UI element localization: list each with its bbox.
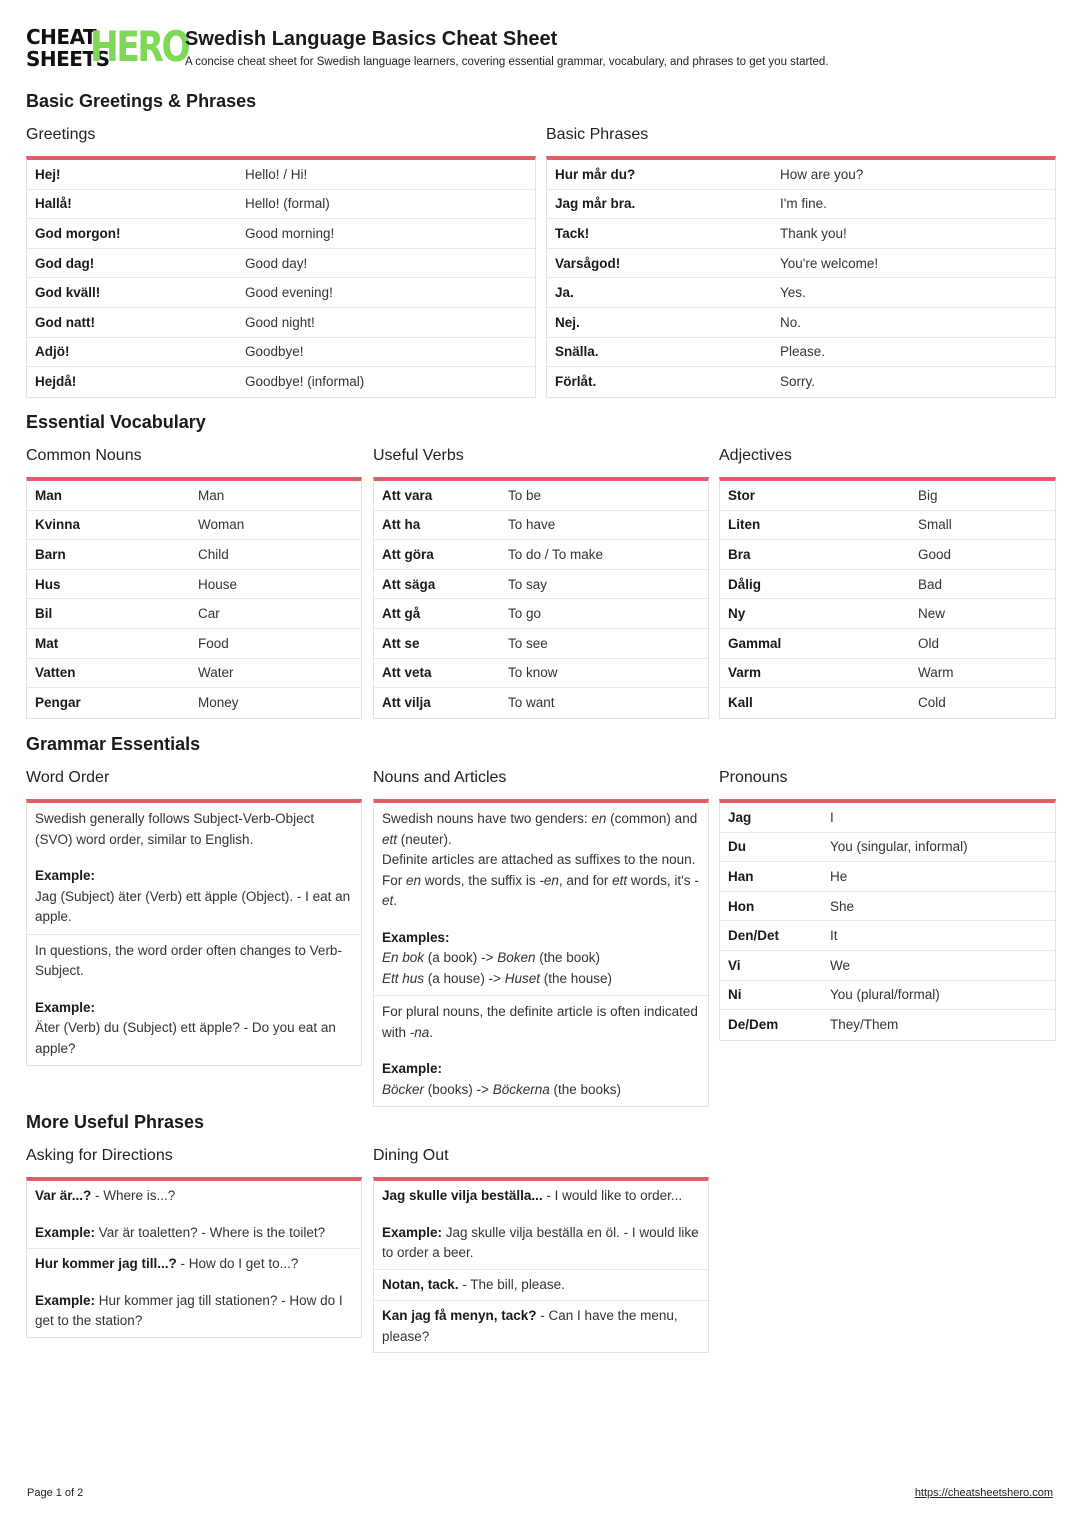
table-row: [27, 688, 361, 718]
term-swedish: Liten: [728, 517, 761, 533]
table-row: [27, 599, 361, 629]
card-title-greetings: Greetings: [26, 126, 96, 143]
term-swedish: God kväll!: [35, 285, 101, 301]
text-fragment: Definite articles are attached as suffixes to the noun. For: [382, 852, 696, 888]
table-row: [27, 481, 361, 511]
term-swedish: Vi: [728, 957, 741, 973]
term-english: To see: [508, 635, 548, 651]
example-label: Example:: [35, 999, 96, 1015]
table-row: [27, 540, 361, 570]
table-row: [547, 338, 1055, 368]
text-fragment: -en: [539, 872, 559, 888]
table-row: [27, 659, 361, 689]
term-english: Child: [198, 546, 229, 562]
term-swedish: De/Dem: [728, 1017, 779, 1033]
term-swedish: Varm: [728, 665, 762, 681]
term-english: How are you?: [780, 166, 864, 182]
table-row: [374, 570, 708, 600]
text-fragment: .: [429, 1024, 434, 1040]
table-row: [547, 160, 1055, 190]
card-title-directions: Asking for Directions: [26, 1147, 173, 1164]
table-row: [720, 1010, 1055, 1040]
term-swedish: Kvinna: [35, 517, 81, 533]
text-fragment: Böckerna: [492, 1081, 550, 1097]
term-english: You (plural/formal): [830, 987, 940, 1003]
text-fragment: en: [406, 872, 422, 888]
table-row: [374, 688, 708, 718]
logo-text-hero: HERO: [90, 22, 189, 71]
common-nouns-table: [26, 477, 362, 719]
term-swedish: Kall: [728, 695, 753, 711]
table-row: [720, 481, 1055, 511]
dining-block-bill: [374, 1270, 708, 1302]
table-row: [720, 540, 1055, 570]
term-swedish: Hejdå!: [35, 374, 77, 390]
term-swedish: Tack!: [555, 225, 590, 241]
term-english: I: [830, 809, 834, 825]
table-row: [547, 249, 1055, 279]
card-title-nouns-articles: Nouns and Articles: [373, 769, 507, 786]
word-order-svo-text: Swedish generally follows Subject-Verb-Object (SVO) word order, similar to English.: [35, 811, 315, 847]
section-title-more-phrases: More Useful Phrases: [26, 1112, 205, 1132]
examples-label: Examples:: [382, 929, 450, 945]
text-fragment: Swedish nouns have two genders:: [382, 811, 592, 826]
term-english: Good night!: [245, 314, 315, 330]
term-english: To know: [508, 665, 558, 681]
term-swedish: Gammal: [728, 635, 782, 651]
term-english: Small: [918, 517, 952, 533]
text-fragment: -et: [382, 872, 699, 908]
phrase-value: - How do I get to...?: [176, 1256, 299, 1271]
term-swedish: Att säga: [382, 576, 436, 592]
text-fragment: Ett hus: [382, 970, 425, 986]
table-row: [720, 951, 1055, 981]
term-swedish: Du: [728, 839, 746, 855]
table-row: [374, 540, 708, 570]
term-english: You're welcome!: [780, 255, 879, 271]
term-swedish: Stor: [728, 487, 755, 503]
term-english: Woman: [198, 517, 245, 533]
term-english: Bad: [918, 576, 943, 592]
term-swedish: Han: [728, 868, 754, 884]
text-fragment: (neuter).: [397, 831, 452, 847]
table-row: [27, 629, 361, 659]
text-fragment: .: [393, 893, 398, 908]
table-row: [27, 278, 535, 308]
term-english: Yes.: [780, 285, 806, 301]
table-row: [720, 921, 1055, 951]
text-fragment: Huset: [504, 970, 540, 986]
page-header: [26, 22, 1056, 76]
term-swedish: Att ha: [382, 517, 421, 533]
text-fragment: words, the suffix is: [421, 872, 540, 888]
text-fragment: (a house) ->: [424, 970, 505, 986]
term-swedish: Att vara: [382, 487, 433, 503]
section-title-vocabulary: Essential Vocabulary: [26, 412, 206, 432]
example-label: Example:: [35, 868, 96, 883]
card-title-dining: Dining Out: [373, 1147, 449, 1164]
term-english: To do / To make: [508, 546, 604, 562]
word-order-example-question: Äter (Verb) du (Subject) ett äpple? - Do you eat an apple?: [35, 1020, 336, 1056]
term-swedish: God morgon!: [35, 225, 121, 241]
term-english: He: [830, 868, 848, 884]
text-fragment: (a book) ->: [424, 950, 498, 965]
greetings-table: [26, 156, 536, 398]
term-swedish: Snälla.: [555, 344, 599, 360]
term-english: Car: [198, 606, 220, 622]
adjectives-table: [719, 477, 1056, 719]
phrase-example: Var är toaletten? - Where is the toilet?: [95, 1224, 326, 1240]
cheatsheetshero-logo[interactable]: [26, 22, 189, 72]
page-number: Page 1 of 2: [27, 1487, 84, 1499]
word-order-card: [26, 799, 362, 1066]
term-swedish: Adjö!: [35, 344, 70, 360]
term-swedish: Hur mår du?: [555, 166, 636, 182]
table-row: [720, 892, 1055, 922]
term-english: She: [830, 898, 855, 914]
dining-block-menu: [374, 1301, 708, 1352]
text-fragment: -na: [409, 1024, 430, 1040]
term-english: Goodbye!: [245, 344, 304, 360]
table-row: [27, 219, 535, 249]
phrase-example: Hur kommer jag till stationen? - How do I get to the station?: [35, 1292, 343, 1328]
term-swedish: Hon: [728, 898, 755, 914]
term-swedish: Bil: [35, 606, 53, 622]
term-english: You (singular, informal): [830, 839, 968, 855]
phrase-value: - Can I have the menu, please?: [382, 1308, 678, 1344]
table-row: [720, 981, 1055, 1011]
term-english: Big: [918, 487, 938, 503]
pronouns-table: [719, 799, 1056, 1041]
term-english: Hello! / Hi!: [245, 166, 308, 182]
term-english: It: [830, 928, 838, 944]
card-title-basic-phrases: Basic Phrases: [546, 126, 649, 143]
term-english: Old: [918, 635, 940, 651]
text-fragment: words, it's: [627, 872, 695, 888]
text-fragment: (the books): [549, 1081, 622, 1097]
term-english: Man: [198, 487, 225, 503]
card-title-word-order: Word Order: [26, 769, 110, 786]
footer-link[interactable]: https://cheatsheetshero.com: [914, 1487, 1053, 1499]
term-english: Warm: [918, 665, 954, 681]
term-swedish: Att se: [382, 635, 420, 651]
term-swedish: Ja.: [555, 285, 574, 301]
term-english: To be: [508, 487, 542, 503]
table-row: [547, 308, 1055, 338]
text-fragment: (books) ->: [424, 1081, 493, 1097]
term-english: Please.: [780, 344, 826, 360]
table-row: [720, 570, 1055, 600]
example-label: Example:: [382, 1061, 443, 1076]
directions-block-where-is: [27, 1181, 361, 1249]
section-title-greetings-phrases: Basic Greetings & Phrases: [26, 91, 257, 111]
term-english: Good morning!: [245, 225, 335, 241]
term-english: Food: [198, 635, 229, 651]
table-row: [27, 338, 535, 368]
term-english: They/Them: [830, 1017, 899, 1033]
word-order-block-svo: [27, 803, 361, 935]
word-order-example-svo: Jag (Subject) äter (Verb) ett äpple (Object). - I eat an apple.: [35, 888, 351, 924]
table-row: [27, 190, 535, 220]
term-swedish: Att veta: [382, 665, 432, 681]
card-title-common-nouns: Common Nouns: [26, 447, 142, 464]
phrase-value: - I would like to order...: [542, 1188, 683, 1203]
text-fragment: ett: [382, 831, 398, 847]
term-swedish: God natt!: [35, 314, 95, 330]
term-english: Hello! (formal): [245, 196, 330, 212]
table-row: [720, 599, 1055, 629]
table-row: [374, 599, 708, 629]
phrase-key: Jag skulle vilja beställa...: [382, 1188, 543, 1203]
table-row: [374, 481, 708, 511]
text-fragment: , and for: [558, 872, 613, 888]
table-row: [720, 833, 1055, 863]
table-row: [27, 367, 535, 397]
directions-card: [26, 1177, 362, 1338]
text-fragment: ett: [612, 872, 628, 888]
table-row: [720, 629, 1055, 659]
term-english: Good: [918, 546, 952, 562]
text-fragment: En bok: [382, 950, 425, 965]
term-swedish: Jag: [728, 809, 752, 825]
term-swedish: Dålig: [728, 576, 762, 592]
term-english: Sorry.: [780, 374, 816, 390]
page-subtitle: A concise cheat sheet for Swedish language learners, covering essential grammar, vocabulary, and phrases to get you started.: [185, 56, 829, 68]
nouns-articles-block-plural: [374, 996, 708, 1106]
phrase-value: - The bill, please.: [458, 1276, 565, 1292]
table-row: [547, 367, 1055, 397]
term-english: No.: [780, 314, 802, 330]
term-swedish: Ny: [728, 606, 746, 622]
word-order-block-questions: [27, 935, 361, 1066]
term-english: New: [918, 606, 946, 622]
nouns-articles-card: [373, 799, 709, 1107]
table-row: [27, 160, 535, 190]
term-swedish: Att vilja: [382, 695, 431, 711]
text-fragment: Boken: [497, 950, 536, 965]
term-english: Goodbye! (informal): [245, 374, 365, 390]
term-english: Thank you!: [780, 225, 847, 241]
table-row: [720, 688, 1055, 718]
term-english: House: [198, 576, 238, 592]
term-swedish: Hej!: [35, 166, 61, 182]
text-fragment: (common) and: [606, 811, 698, 826]
table-row: [720, 659, 1055, 689]
term-swedish: Den/Det: [728, 928, 780, 944]
page-title: Swedish Language Basics Cheat Sheet: [185, 28, 558, 50]
term-swedish: Varsågod!: [555, 255, 621, 271]
table-row: [27, 570, 361, 600]
example-label: Example:: [35, 1224, 96, 1240]
term-swedish: Hus: [35, 576, 61, 592]
text-fragment: Böcker: [382, 1081, 425, 1097]
dining-block-order: [374, 1181, 708, 1270]
text-fragment: (the house): [539, 970, 613, 986]
term-english: Good day!: [245, 255, 308, 271]
table-row: [547, 278, 1055, 308]
dining-card: [373, 1177, 709, 1353]
term-swedish: Förlåt.: [555, 374, 597, 390]
term-english: To go: [508, 606, 542, 622]
term-english: Cold: [918, 695, 946, 711]
phrase-key: Var är...?: [35, 1188, 92, 1203]
text-fragment: en: [591, 811, 607, 826]
card-title-pronouns: Pronouns: [719, 769, 788, 786]
term-swedish: God dag!: [35, 255, 95, 271]
term-swedish: Nej.: [555, 314, 580, 330]
term-swedish: Man: [35, 487, 62, 503]
phrase-key: Notan, tack.: [382, 1276, 459, 1292]
table-row: [27, 308, 535, 338]
term-swedish: Bra: [728, 546, 751, 562]
term-swedish: Ni: [728, 987, 742, 1003]
table-row: [374, 629, 708, 659]
term-swedish: Pengar: [35, 695, 81, 711]
card-title-adjectives: Adjectives: [719, 447, 792, 464]
term-swedish: Jag mår bra.: [555, 196, 636, 212]
phrase-value: - Where is...?: [91, 1188, 176, 1203]
table-row: [720, 862, 1055, 892]
table-row: [27, 511, 361, 541]
example-label: Example:: [382, 1224, 443, 1240]
nouns-articles-block-genders: [374, 803, 708, 996]
phrase-example: Jag skulle vilja beställa en öl. - I would like to order a beer.: [382, 1224, 699, 1260]
term-english: We: [830, 957, 851, 973]
table-row: [720, 803, 1055, 833]
logo-text-cheat: CHEAT: [26, 25, 97, 49]
table-row: [547, 190, 1055, 220]
text-fragment: For plural nouns, the definite article is often indicated with: [382, 1004, 698, 1040]
table-row: [374, 659, 708, 689]
text-fragment: (the book): [535, 950, 601, 965]
phrase-key: Kan jag få menyn, tack?: [382, 1308, 537, 1323]
term-swedish: Barn: [35, 546, 66, 562]
term-swedish: Vatten: [35, 665, 76, 681]
logo-text-sheets: SHEETS: [26, 47, 110, 71]
term-english: Good evening!: [245, 285, 333, 301]
directions-block-how-get-to: [27, 1249, 361, 1337]
example-label: Example:: [35, 1292, 96, 1308]
basic-phrases-table: [546, 156, 1056, 398]
term-english: To say: [508, 576, 548, 592]
table-row: [547, 219, 1055, 249]
table-row: [720, 511, 1055, 541]
phrase-key: Hur kommer jag till...?: [35, 1256, 177, 1271]
term-swedish: Mat: [35, 635, 59, 651]
term-english: To have: [508, 517, 556, 533]
term-english: I'm fine.: [780, 196, 827, 212]
table-row: [374, 511, 708, 541]
term-english: To want: [508, 695, 555, 711]
term-swedish: Att gå: [382, 606, 421, 622]
term-swedish: Att göra: [382, 546, 434, 562]
card-title-useful-verbs: Useful Verbs: [373, 447, 464, 464]
word-order-questions-text: In questions, the word order often changes to Verb-Subject.: [35, 942, 342, 978]
term-english: Water: [198, 665, 234, 681]
section-title-grammar: Grammar Essentials: [26, 734, 201, 754]
term-swedish: Hallå!: [35, 196, 72, 212]
useful-verbs-table: [373, 477, 709, 719]
table-row: [27, 249, 535, 279]
term-english: Money: [198, 695, 239, 711]
